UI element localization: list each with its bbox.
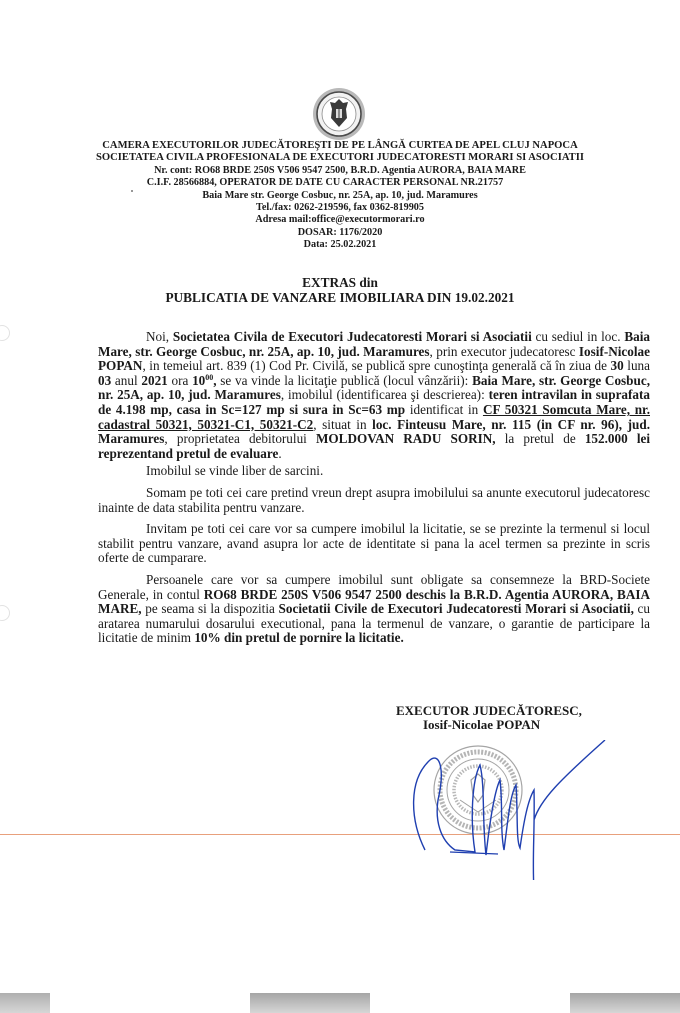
text-run: 10 [192,372,206,388]
scan-speck [131,190,133,192]
signature-block [396,704,616,732]
coat-of-arms-seal-icon [312,87,366,141]
text-run: , prin executor judecatoresc [429,343,579,359]
handwritten-signature-icon [400,740,620,880]
text-run: teren intravilan in suprafata de 4.198 mp, casa in Sc=127 mp si sura in Sc=63 mp [98,387,650,417]
text-run: cu aratarea numarului dosarului executional, pana la termenul de vanzare, o garantie de participare la licitatie de minim [98,601,650,646]
email: Adresa mail:office@executormorari.ro [255,214,425,226]
scan-smudge [250,993,370,1013]
signatory-name: Iosif-Nicolae POPAN [423,717,541,732]
punch-hole [0,605,10,621]
company-name: SOCIETATEA CIVILA PROFESIONALA DE EXECUTORI JUDECATORESTI MORARI SI ASOCIATII [95,152,584,164]
letterhead [0,140,680,252]
text-run: , imobilul (identificarea şi descrierea): [280,387,489,403]
text-run: 2021 [141,372,168,388]
text-run: . [278,445,282,461]
text-run: la pretul de [495,431,585,447]
text-run: loc. Finteusu Mare, nr. 115 (in CF nr. 96), jud. Maramures [98,416,651,447]
text-run: Societatea Civila de Executori Judecatoresti Morari si Asociatii [172,329,532,344]
text-run: , proprietatea debitorului [164,431,316,447]
text-run: Iosif-Nicolae POPAN [98,343,650,374]
paragraph-no-encumbrance: Imobilul se vinde liber de sarcini. [146,463,324,479]
text-run: Persoanele care vor sa cumpere imobilul sunt obligate sa consemneze la BRD-Societe Generale, in contul [98,571,650,602]
text-run: Baia Mare, str. George Cosbuc, nr. 25A, ap. 10, jud. Maramures [98,329,650,359]
case-number: DOSAR: 1176/2020 [297,226,383,238]
title-line-2: PUBLICATIA DE VANZARE IMOBILIARA DIN 19.02.2021 [165,289,515,305]
text-run: 30 [610,358,624,374]
text-run: MOLDOVAN RADU SORIN, [315,431,496,447]
text-run: CF 50321 Somcuta Mare, nr. cadastral 50321, 50321-C1, 50321-C2 [98,401,650,432]
bank-account: Nr. cont: RO68 BRDE 250S V506 9547 2500, B.R.D. Agentia AURORA, BAIA MARE [154,164,526,176]
text-run: luna [623,358,650,374]
text-run: 03 [98,372,112,388]
text-run: pe seama si la dispozitia [141,601,279,617]
text-run: anul [111,372,142,388]
signatory-title: EXECUTOR JUDECĂTORESC, [396,703,582,718]
text-run: Societatii Civile de Executori Judecatoresti Morari si Asociatii, [278,601,634,617]
text-run: cu sediul in loc. [531,329,625,344]
phone-fax: Tel./fax: 0262-219596, fax 0362-819905 [256,202,424,214]
text-run: , [213,372,217,388]
document-body [98,330,650,646]
text-run: se va vinde la licitaţie publică (locul vânzării): [216,372,473,388]
title-line-1: EXTRAS din [302,275,378,290]
text-run: RO68 BRDE 250S V506 9547 2500 deschis la B.R.D. Agentia AURORA, BAIA MARE, [98,586,650,617]
text-run: 10% din pretul de pornire la licitatie. [194,630,404,646]
scan-smudge [0,993,50,1013]
text-run: , in temeiul art. 839 (1) Cod Pr. Civilă, se publică spre cunoştinţa generală că în ziua de [142,358,611,374]
text-run: , situat in [313,416,373,432]
text-run: Noi, [146,329,173,344]
document-title [0,276,680,305]
text-run: 152.000 lei reprezentand pretul de evaluare [98,431,651,461]
scan-smudge [570,993,680,1013]
text-run: Baia Mare, str. George Cosbuc, nr. 25A, ap. 10, jud. Maramures [98,372,650,403]
paragraph-invitation: Invitam pe toti cei care vor sa cumpere imobilul la licitatie, se se prezinte la termenul si locul stabilit pentru vanzare, avand asupra lor acte de identitate si pana la acel termen sa prezinte in scris oferte de cumparare. [98,521,650,566]
paragraph-claims-notice: Somam pe toti cei care pretind vreun drept asupra imobilului sa anunte executorul judecatoresc inainte de data stabilita pentru vanzare. [98,484,650,515]
paragraph-guarantee [98,573,650,646]
text-run: 00 [205,372,214,382]
chamber-name: CAMERA EXECUTORILOR JUDECĂTOREŞTI DE PE LÂNGĂ CURTEA DE APEL CLUJ NAPOCA [102,140,578,151]
text-run: ora [167,372,193,388]
document-date: Data: 25.02.2021 [303,239,377,251]
tax-id: C.I.F. 28566884, OPERATOR DE DATE CU CARACTER PERSONAL NR.21757 [146,177,504,189]
punch-hole [0,325,10,341]
address: Baia Mare str. George Cosbuc, nr. 25A, ap. 10, jud. Maramures [202,189,478,201]
paragraph-announcement [98,330,650,461]
text-run: identificat in [405,401,483,417]
